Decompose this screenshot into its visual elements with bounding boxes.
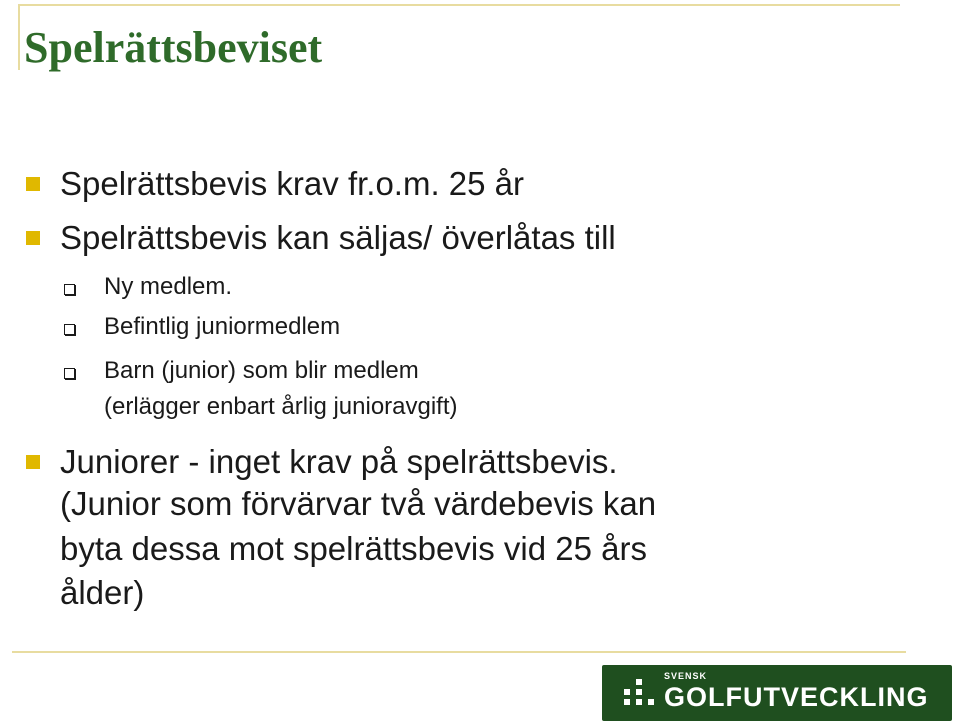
logo-small-text: SVENSK — [664, 671, 708, 681]
sub-bullet-text: Ny medlem. — [104, 273, 233, 300]
checkbox-bullet-icon — [64, 324, 75, 335]
bullet-continuation: byta dessa mot spelrättsbevis vid 25 års — [60, 530, 647, 567]
golfutveckling-logo — [602, 665, 952, 721]
sub-bullet-text: Barn (junior) som blir medlem — [104, 357, 419, 384]
checkbox-bullet-icon — [64, 368, 75, 379]
checkbox-bullet-icon — [64, 284, 75, 295]
bullet-text: Juniorer - inget krav på spelrättsbevis. — [60, 443, 618, 480]
bullet-text: Spelrättsbevis kan säljas/ överlåtas till — [60, 219, 616, 256]
sub-bullet-continuation: (erlägger enbart årlig junioravgift) — [104, 393, 458, 420]
logo-dots-icon — [624, 679, 654, 707]
sub-bullet-text: Befintlig juniormedlem — [104, 313, 341, 340]
logo-main-text: GOLFUTVECKLING — [664, 682, 929, 712]
square-bullet-icon — [26, 455, 40, 469]
bullet-continuation: ålder) — [60, 574, 145, 611]
bullet-continuation: (Junior som förvärvar två värdebevis kan — [60, 485, 657, 522]
bottom-rule — [12, 651, 906, 653]
bullet-text: Spelrättsbevis krav fr.o.m. 25 år — [60, 165, 525, 202]
square-bullet-icon — [26, 177, 40, 191]
slide-title: Spelrättsbeviset — [24, 23, 323, 72]
square-bullet-icon — [26, 231, 40, 245]
